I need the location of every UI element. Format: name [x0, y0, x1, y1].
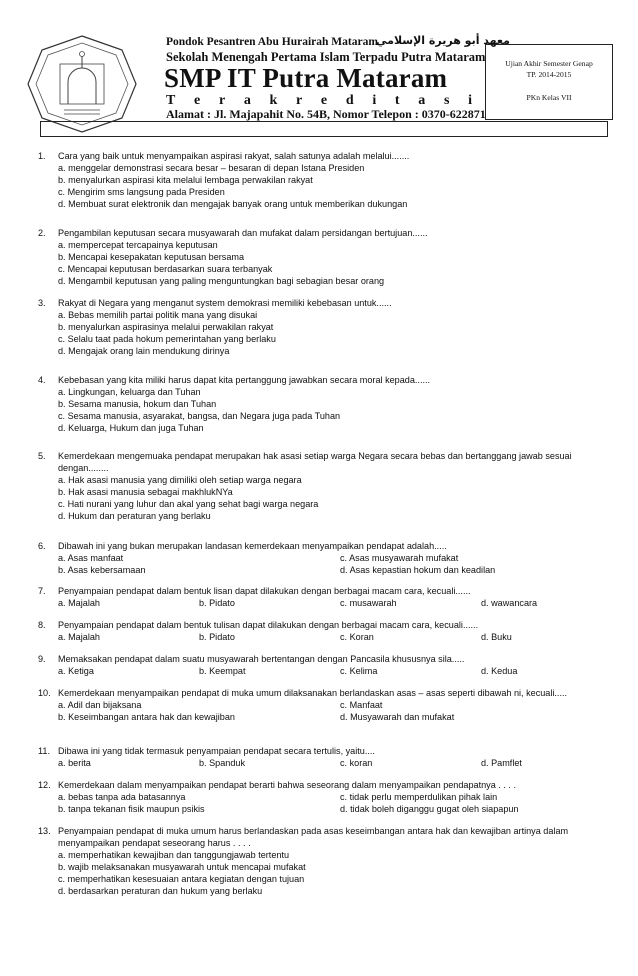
question-stem: Dibawa ini yang tidak termasuk penyampaian pendapat secara tertulis, yaitu....	[58, 746, 375, 756]
answer-option: c. koran	[340, 757, 373, 768]
question-number: 6.	[38, 541, 46, 551]
accreditation-letter: s	[443, 93, 450, 108]
accreditation-letter: k	[269, 93, 278, 108]
answer-option: a. Bebas memilih partai politik mana yang disukai	[58, 309, 258, 320]
answer-option: d. Musyawarah dan mufakat	[340, 711, 455, 722]
answer-option: a. mempercepat tercapainya keputusan	[58, 239, 218, 250]
answer-option: b. wajib melaksanakan musyawarah untuk mencapai mufakat	[58, 861, 306, 872]
options-grid	[58, 598, 608, 610]
question-number: 12.	[38, 780, 51, 790]
question-item	[38, 586, 608, 610]
answer-option: b. Keseimbangan antara hak dan kewajiban	[58, 711, 235, 722]
accreditation-letter: d	[345, 93, 354, 108]
question-stem: Cara yang baik untuk menyampaikan aspirasi rakyat, salah satunya adalah melalui.......	[58, 151, 410, 161]
answer-option: c. Manfaat	[340, 699, 383, 710]
question-stem: Penyampaian pendapat di muka umum harus berlandaskan pada asas keseimbangan antara hak dan kewajiban artinya dalam menyampaikan pendapat seseorang harus . . . .	[58, 826, 569, 848]
accreditation-letter: i	[468, 93, 472, 108]
question-item	[38, 746, 608, 770]
answer-option: b. Asas kebersamaan	[58, 564, 146, 575]
answer-option: d. Mengambil keputusan yang paling menguntungkan bagi sebagian besar orang	[58, 275, 385, 286]
school-logo	[24, 34, 140, 134]
question-number: 8.	[38, 620, 46, 630]
answer-option: d. Mengajak orang lain mendukung dirinya	[58, 345, 230, 356]
answer-option: d. Pamflet	[481, 757, 522, 768]
question-item	[38, 826, 608, 897]
accreditation-letter: r	[218, 93, 226, 108]
school-address: Alamat : Jl. Majapahit No. 54B, Nomor Telepon : 0370-622871	[166, 107, 486, 121]
answer-option: c. Selalu taat pada hokum pemerintahan yang berlaku	[58, 333, 276, 344]
answer-option: b. menyalurkan aspirasi kita melalui lembaga perwakilan rakyat	[58, 174, 313, 185]
answer-option: b. Hak asasi manusia sebagai makhlukNYa	[58, 486, 233, 497]
accreditation-letter: r	[296, 93, 303, 108]
options-grid	[58, 553, 608, 577]
question-number: 13.	[38, 826, 51, 836]
question-item	[38, 298, 608, 358]
answer-option: a. menggelar demonstrasi secara besar – besaran di depan Istana Presiden	[58, 162, 365, 173]
answer-option: a. Majalah	[58, 631, 100, 642]
answer-option: c. tidak perlu memperdulikan pihak lain	[340, 791, 498, 802]
question-number: 1.	[38, 151, 46, 161]
question-item	[38, 654, 608, 678]
answer-option: d. tidak boleh diganggu gugat oleh siapapun	[340, 803, 519, 814]
question-item	[38, 620, 608, 644]
school-full-name: Sekolah Menengah Pertama Islam Terpadu Putra Mataram	[166, 50, 486, 64]
answer-option: c. memperhatikan kesesuaian antara kegiatan dengan tujuan	[58, 873, 305, 884]
answer-option: c. Kelima	[340, 665, 378, 676]
question-item	[38, 780, 608, 816]
accreditation-letter: a	[243, 93, 251, 108]
answer-option: c. musawarah	[340, 597, 397, 608]
question-stem: Pengambilan keputusan secara musyawarah dan mufakat dalam persidangan bertujuan......	[58, 228, 428, 238]
answer-option: a. bebas tanpa ada batasannya	[58, 791, 186, 802]
question-stem: Kemerdekaan menyampaikan pendapat di muka umum dilaksanakan berlandaskan asas – asas seperti dibawah ni, kecuali.....	[58, 688, 568, 698]
options-grid	[58, 666, 608, 678]
answer-option: c. Koran	[340, 631, 374, 642]
question-item	[38, 151, 608, 211]
question-stem: Memaksakan pendapat dalam suatu musyawarah bertentangan dengan Pancasila khususnya sila.....	[58, 654, 465, 664]
accreditation-letter: a	[418, 93, 426, 108]
answer-option: b. tanpa tekanan fisik maupun psikis	[58, 803, 205, 814]
answer-option: b. Pidato	[199, 631, 235, 642]
question-number: 11.	[38, 746, 50, 756]
answer-option: d. berdasarkan peraturan dan hukum yang berlaku	[58, 885, 263, 896]
question-number: 3.	[38, 298, 46, 308]
question-number: 5.	[38, 451, 46, 461]
question-stem: Kemerdekaan mengemuaka pendapat merupakan hak asasi setiap warga Negara secara bebas dan bertanggang jawab sesuai dengan........	[58, 451, 572, 473]
options-grid	[58, 758, 608, 770]
question-number: 2.	[38, 228, 46, 238]
question-stem: Kebebasan yang kita miliki harus dapat kita pertanggung jawabkan secara moral kepada......	[58, 375, 431, 385]
answer-option: a. Lingkungan, keluarga dan Tuhan	[58, 386, 201, 397]
answer-option: b. Pidato	[199, 597, 235, 608]
answer-option: d. Buku	[481, 631, 512, 642]
school-title: SMP IT Putra Mataram	[164, 63, 448, 93]
accreditation-letter: t	[394, 93, 400, 108]
answer-option: b. Keempat	[199, 665, 246, 676]
question-item	[38, 688, 608, 724]
answer-option: b. Sesama manusia, hokum dan Tuhan	[58, 398, 217, 409]
question-number: 7.	[38, 586, 46, 596]
subject-class: PKn Kelas VII	[526, 93, 572, 102]
accreditation-letter: e	[320, 93, 328, 108]
answer-option: d. Keluarga, Hukum dan juga Tuhan	[58, 422, 204, 433]
question-stem: Dibawah ini yang bukan merupakan landasan kemerdekaan menyampaikan pendapat adalah.....	[58, 541, 447, 551]
arabic-school-name: معهد أبو هريرة الإسلامي	[376, 34, 510, 47]
options-grid	[58, 632, 608, 644]
answer-option: d. wawancara	[481, 597, 538, 608]
answer-option: c. Sesama manusia, asyarakat, bangsa, dan Negara juga pada Tuhan	[58, 410, 341, 421]
answer-option: c. Hati nurani yang luhur dan akal yang sehat bagi warga negara	[58, 498, 319, 509]
question-item	[38, 228, 608, 288]
answer-option: d. Membuat surat elektronik dan mengajak banyak orang untuk memberikan dukungan	[58, 198, 408, 209]
answer-option: b. menyalurkan aspirasinya melalui perwakilan rakyat	[58, 321, 274, 332]
answer-option: a. berita	[58, 757, 91, 768]
student-name-box	[40, 121, 608, 137]
answer-option: b. Spanduk	[199, 757, 246, 768]
answer-option: d. Kedua	[481, 665, 518, 676]
answer-option: a. Hak asasi manusia yang dimiliki oleh setiap warga negara	[58, 474, 302, 485]
question-number: 10.	[38, 688, 51, 698]
exam-name: Ujian Akhir Semester Genap	[505, 59, 593, 68]
question-number: 9.	[38, 654, 46, 664]
answer-option: a. Ketiga	[58, 665, 94, 676]
accreditation-letter: T	[166, 93, 176, 108]
answer-option: c. Mengirim sms langsung pada Presiden	[58, 186, 225, 197]
options-grid	[58, 700, 608, 724]
accreditation-letter: i	[372, 93, 377, 108]
answer-option: a. Asas manfaat	[58, 552, 124, 563]
answer-option: c. Asas musyawarah mufakat	[340, 552, 459, 563]
answer-option: b. Mencapai kesepakatan keputusan bersama	[58, 251, 245, 262]
answer-option: d. Hukum dan peraturan yang berlaku	[58, 510, 211, 521]
boarding-school-name: Pondok Pesantren Abu Hurairah Mataram	[166, 36, 378, 48]
question-stem: Penyampaian pendapat dalam bentuk tulisan dapat dilakukan dengan berbagai macam cara, kecuali......	[58, 620, 479, 630]
question-stem: Penyampaian pendapat dalam bentuk lisan dapat dilakukan dengan berbagai macam cara, kecuali......	[58, 586, 471, 596]
question-stem: Kemerdekaan dalam menyampaikan pendapat berarti bahwa seseorang dalam menyampaikan pendapatnya . . . .	[58, 780, 516, 790]
accreditation-letter: e	[194, 93, 201, 108]
answer-option: a. memperhatikan kewajiban dan tanggungjawab tertentu	[58, 849, 290, 860]
question-item	[38, 541, 608, 577]
question-item	[38, 451, 608, 522]
answer-option: c. Mencapai keputusan berdasarkan suara terbanyak	[58, 263, 273, 274]
answer-option: a. Majalah	[58, 597, 100, 608]
answer-option: a. Adil dan bijaksana	[58, 699, 142, 710]
exam-info-box	[485, 44, 613, 120]
question-number: 4.	[38, 375, 46, 385]
answer-option: d. Asas kepastian hokum dan keadilan	[340, 564, 496, 575]
question-item	[38, 375, 608, 435]
options-grid	[58, 792, 608, 816]
question-stem: Rakyat di Negara yang menganut system demokrasi memiliki kebebasan untuk......	[58, 298, 392, 308]
school-year: TP. 2014-2015	[526, 70, 572, 79]
